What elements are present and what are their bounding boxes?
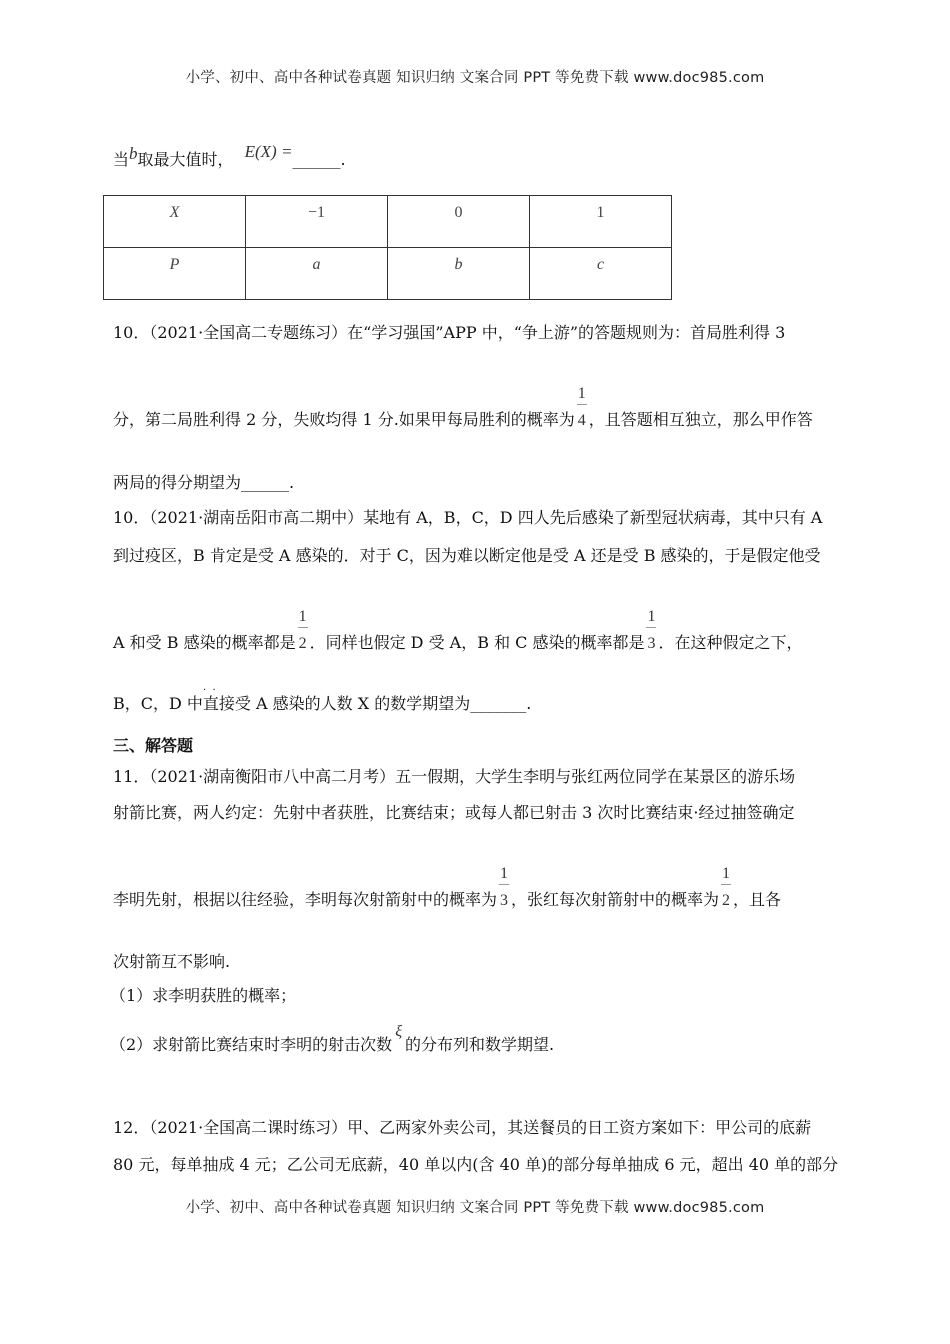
q10b-line1: 10．（2021·湖南岳阳市高二期中）某地有 A，B，C，D 四人先后感染了新型冠状病毒，其中只有 A xyxy=(113,508,823,527)
fraction-1-3 xyxy=(497,865,511,911)
text: 分，第二局胜利得 2 分，失败均得 1 分.如果甲每局胜利的概率为 xyxy=(113,410,575,429)
denominator: 2 xyxy=(722,892,731,909)
fraction-bar xyxy=(298,627,308,628)
q10a-line1: 10．（2021·全国高二专题练习）在“学习强国”APP 中，“争上游”的答题规则为：首局胜利得 3 xyxy=(113,323,786,342)
table-cell: 0 xyxy=(388,196,530,248)
emphasis-dots: · · xyxy=(203,685,216,696)
fraction-bar xyxy=(721,884,731,885)
text: 的分布列和数学期望. xyxy=(405,1035,555,1054)
q9-tail xyxy=(113,142,346,170)
fraction-1-2 xyxy=(719,865,733,911)
q9-text-mid: 取最大值时， xyxy=(137,150,234,169)
table-cell: b xyxy=(388,248,530,300)
text: ．在这种假定之下， xyxy=(658,633,803,652)
fraction-bar xyxy=(646,627,656,628)
q11-line1: 11．（2021·湖南衡阳市八中高二月考）五一假期，大学生李明与张红两位同学在某景区的游乐场 xyxy=(113,767,796,786)
denominator: 3 xyxy=(647,635,656,652)
header-banner: 小学、初中、高中各种试卷真题 知识归纳 文案合同 PPT 等免费下载 www.doc985.com xyxy=(185,70,765,86)
denominator: 3 xyxy=(500,892,509,909)
q11-part2 xyxy=(110,1023,555,1056)
answer-blank: ______ xyxy=(292,150,341,169)
table-row xyxy=(104,248,672,300)
q10a-line3: 两局的得分期望为______. xyxy=(113,473,295,492)
text: ，且各 xyxy=(733,890,782,909)
fraction-bar xyxy=(577,404,587,405)
numerator: 1 xyxy=(298,608,307,625)
distribution-table xyxy=(103,195,672,300)
table-cell: a xyxy=(246,248,388,300)
text: ，且答题相互独立，那么甲作答 xyxy=(588,410,813,429)
var-b: b xyxy=(129,144,138,163)
fraction-1-4 xyxy=(575,385,589,431)
section-title: 三、解答题 xyxy=(113,736,194,755)
q11-line2: 射箭比赛，两人约定：先射中者获胜，比赛结束；或每人都已射击 3 次时比赛结束·经过抽签确定 xyxy=(113,803,795,822)
q10b-line3 xyxy=(113,608,803,654)
period: . xyxy=(340,150,346,169)
fraction-1-2 xyxy=(296,608,310,654)
q10b-line2: 到过疫区，B 肯定是受 A 感染的．对于 C，因为难以断定他是受 A 还是受 B 感染的，于是假定他受 xyxy=(113,546,821,565)
var-xi: ξ xyxy=(395,1023,403,1040)
q11-line4: 次射箭互不影响. xyxy=(113,952,231,971)
expectation-expr: E(X) = xyxy=(244,142,293,161)
text: ，张红每次射箭射中的概率为 xyxy=(511,890,720,909)
table-cell: 1 xyxy=(530,196,672,248)
fraction-1-3 xyxy=(644,608,658,654)
numerator: 1 xyxy=(500,865,509,882)
numerator: 1 xyxy=(577,385,586,402)
numerator: 1 xyxy=(647,608,656,625)
denominator: 4 xyxy=(577,412,586,429)
q11-part1: （1）求李明获胜的概率； xyxy=(110,986,297,1005)
q9-text-pre: 当 xyxy=(113,150,130,169)
text: （2）求射箭比赛结束时李明的射击次数 xyxy=(110,1035,393,1054)
footer-banner: 小学、初中、高中各种试卷真题 知识归纳 文案合同 PPT 等免费下载 www.doc985.com xyxy=(185,1200,765,1216)
denominator: 2 xyxy=(298,635,307,652)
text: ．同样也假定 D 受 A，B 和 C 感染的概率都是 xyxy=(309,633,645,652)
fraction-bar xyxy=(499,884,509,885)
q11-line3 xyxy=(113,865,782,911)
table-cell: X xyxy=(104,196,246,248)
table-cell: c xyxy=(530,248,672,300)
table-cell: −1 xyxy=(246,196,388,248)
numerator: 1 xyxy=(722,865,731,882)
q10b-line4: B，C，D 中直接受 A 感染的人数 X 的数学期望为_______. xyxy=(113,694,532,713)
q10a-line2 xyxy=(113,385,813,431)
q12-line2: 80 元，每单抽成 4 元；乙公司无底薪，40 单以内(含 40 单)的部分每单抽成 6 元，超出 40 单的部分 xyxy=(113,1155,839,1174)
text: 李明先射，根据以往经验，李明每次射箭射中的概率为 xyxy=(113,890,498,909)
text: A 和受 B 感染的概率都是 xyxy=(113,633,296,652)
q12-line1: 12．（2021·全国高二课时练习）甲、乙两家外卖公司，其送餐员的日工资方案如下：甲公司的底薪 xyxy=(113,1118,812,1137)
table-row xyxy=(104,196,672,248)
table-cell: P xyxy=(104,248,246,300)
